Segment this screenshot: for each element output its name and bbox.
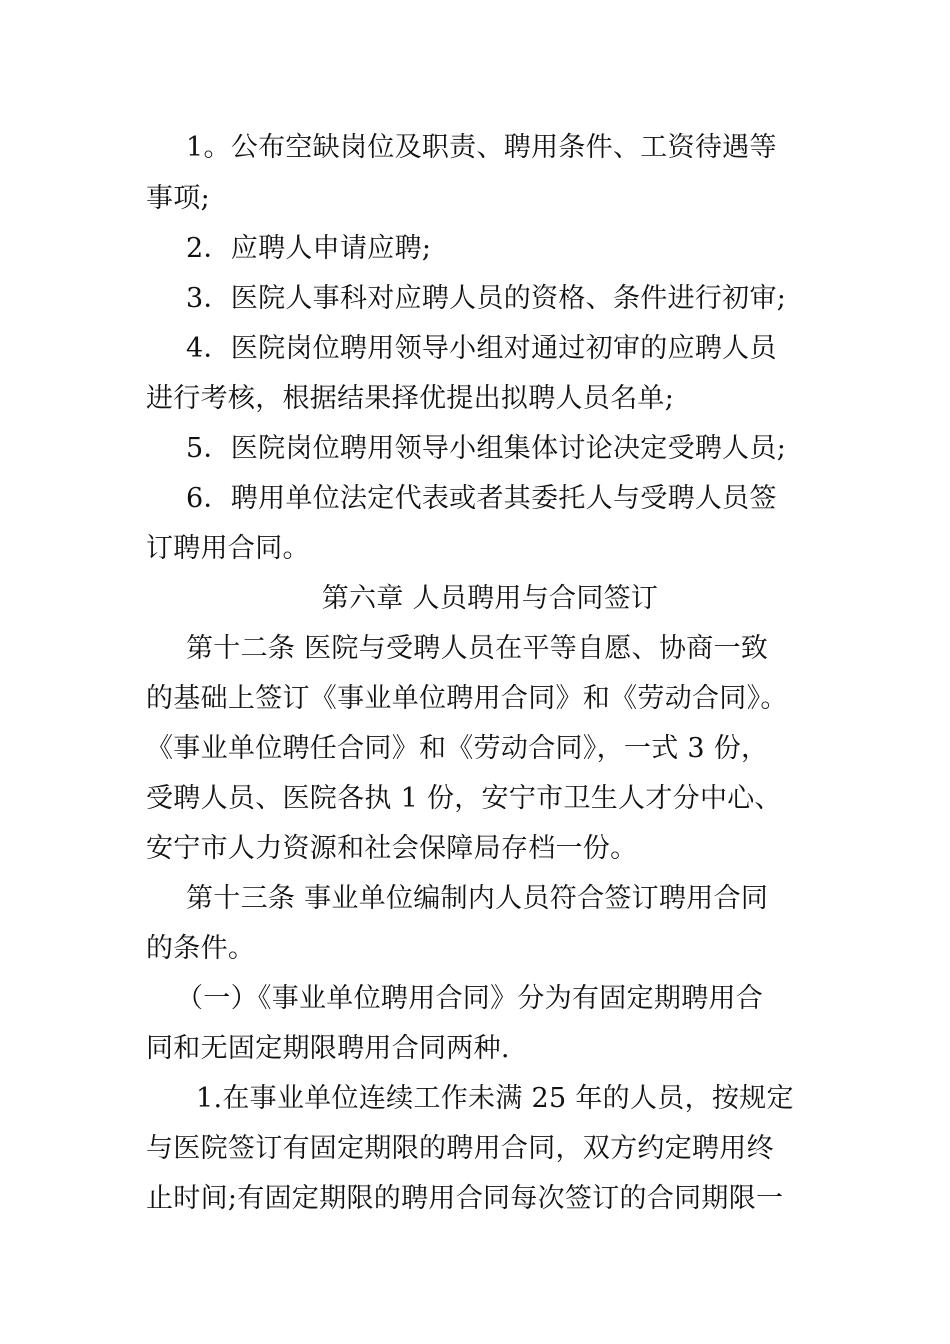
list-item-4: 4．医院岗位聘用领导小组对通过初审的应聘人员: [186, 333, 777, 364]
article-13-line-2: 的条件。: [146, 933, 256, 964]
article-12-paragraph: 第十二条 医院与受聘人员在平等自愿、协商一致: [186, 633, 769, 664]
chapter-heading: 第六章 人员聘用与合同签订: [321, 583, 659, 614]
sub-item-1: 1.在事业单位连续工作未满 25 年的人员，按规定: [196, 1083, 794, 1114]
list-item-4-continued: 进行考核，根据结果择优提出拟聘人员名单;: [146, 383, 675, 414]
sub-item-1-line-3: 止时间;有固定期限的聘用合同每次签订的合同期限一: [146, 1183, 784, 1214]
article-12-line-2: 的基础上签订《事业单位聘用合同》和《劳动合同》。: [146, 683, 788, 714]
list-item-5: 5．医院岗位聘用领导小组集体讨论决定受聘人员;: [186, 433, 787, 464]
list-item-1-continued: 事项;: [146, 183, 210, 214]
list-item-3: 3．医院人事科对应聘人员的资格、条件进行初审;: [186, 283, 787, 314]
clause-1-line-2: 同和无固定期限聘用合同两种.: [146, 1033, 510, 1064]
article-13-paragraph: 第十三条 事业单位编制内人员符合签订聘用合同: [186, 883, 769, 914]
list-item-2: 2．应聘人申请应聘;: [186, 233, 432, 264]
article-12-line-4: 受聘人员、医院各执 1 份，安宁市卫生人才分中心、: [146, 783, 782, 814]
list-item-6-continued: 订聘用合同。: [146, 533, 310, 564]
sub-item-1-line-2: 与医院签订有固定期限的聘用合同，双方约定聘用终: [146, 1133, 774, 1164]
list-item-6: 6．聘用单位法定代表或者其委托人与受聘人员签: [186, 483, 777, 514]
clause-1-paragraph: （一）《事业单位聘用合同》分为有固定期聘用合: [176, 983, 764, 1014]
article-12-line-3: 《事业单位聘任合同》和《劳动合同》，一式 3 份，: [146, 733, 769, 764]
article-12-line-5: 安宁市人力资源和社会保障局存档一份。: [146, 833, 638, 864]
list-item-1: 1。公布空缺岗位及职责、聘用条件、工资待遇等: [186, 132, 777, 163]
